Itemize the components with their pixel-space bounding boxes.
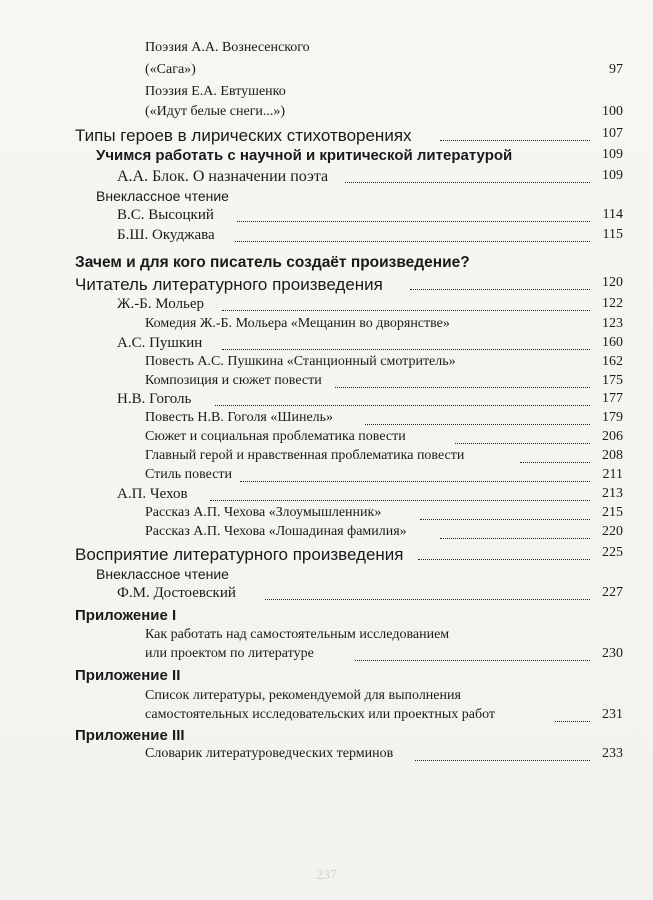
page-number: 109: [602, 147, 623, 162]
entry-title: Главный герой и нравственная проблематика повести: [145, 448, 465, 463]
page-number: 215: [602, 505, 623, 520]
dot-leader: [440, 140, 590, 141]
page-number: 233: [602, 746, 623, 761]
dot-leader: [222, 310, 590, 311]
entry-title: («Идут белые снеги...»): [145, 104, 286, 119]
toc-entry: [0, 62, 653, 86]
dot-leader: [215, 405, 590, 406]
dot-leader: [265, 599, 590, 600]
dot-leader: [210, 500, 590, 501]
dot-leader: [410, 289, 590, 290]
entry-title: или проектом по литературе: [145, 646, 314, 661]
entry-title: Приложение I: [75, 607, 177, 624]
entry-title: Внеклассное чтение: [96, 188, 229, 204]
page-number: 179: [602, 410, 623, 425]
page-number: 225: [602, 545, 623, 560]
toc-entry: [0, 227, 653, 251]
page-number: 177: [602, 391, 623, 406]
page-number: 211: [602, 467, 623, 482]
entry-title: Читатель литературного произведения: [75, 275, 383, 294]
page-number: 107: [602, 126, 623, 141]
entry-title: Рассказ А.П. Чехова «Лошадиная фамилия»: [145, 524, 407, 539]
dot-leader: [420, 519, 590, 520]
dot-leader: [235, 241, 590, 242]
page-number: 231: [602, 707, 623, 722]
page-number: 213: [602, 486, 623, 501]
entry-title: Приложение II: [75, 667, 181, 684]
toc-entry: [0, 40, 653, 64]
toc-entry: [0, 585, 653, 609]
entry-title: Поэзия А.А. Вознесенского: [145, 40, 310, 55]
page-number: 97: [609, 62, 623, 77]
entry-title: самостоятельных исследовательских или проектных работ: [145, 707, 496, 722]
entry-title: Повесть Н.В. Гоголя «Шинель»: [145, 410, 334, 425]
entry-title: Б.Ш. Окуджава: [117, 227, 215, 243]
entry-title: Рассказ А.П. Чехова «Злоумышленник»: [145, 505, 382, 520]
entry-title: Учимся работать с научной и критической литературой: [96, 147, 513, 164]
entry-title: Типы героев в лирических стихотворениях: [75, 126, 412, 145]
entry-title: Как работать над самостоятельным исследованием: [145, 627, 450, 642]
entry-title: Ф.М. Достоевский: [117, 585, 236, 601]
page-folio: 237: [316, 868, 337, 883]
entry-title: Зачем и для кого писатель создаёт произведение?: [75, 254, 470, 271]
entry-title: Восприятие литературного произведения: [75, 545, 404, 564]
page-number: 114: [602, 207, 623, 222]
entry-title: Композиция и сюжет повести: [145, 373, 322, 388]
dot-leader: [415, 760, 590, 761]
dot-leader: [335, 387, 590, 388]
dot-leader: [440, 538, 590, 539]
entry-title: Поэзия Е.А. Евтушенко: [145, 84, 286, 99]
entry-title: В.С. Высоцкий: [117, 207, 214, 223]
page-number: 122: [602, 296, 623, 311]
entry-title: Н.В. Гоголь: [117, 391, 192, 407]
dot-leader: [237, 221, 590, 222]
entry-title: («Сага»): [145, 62, 196, 77]
entry-title: Внеклассное чтение: [96, 566, 229, 582]
page-number: 230: [602, 646, 623, 661]
page-number: 206: [602, 429, 623, 444]
entry-title: Список литературы, рекомендуемой для выполнения: [145, 688, 461, 703]
dot-leader: [455, 443, 590, 444]
page-number: 175: [602, 373, 623, 388]
toc-entry: [0, 104, 653, 128]
entry-title: Стиль повести: [145, 467, 233, 482]
entry-title: Ж.-Б. Мольер: [117, 296, 205, 312]
page-number: 123: [602, 316, 623, 331]
page-number: 120: [602, 275, 623, 290]
page-number: 115: [602, 227, 623, 242]
dot-leader: [365, 424, 590, 425]
dot-leader: [240, 481, 590, 482]
dot-leader: [345, 182, 590, 183]
entry-title: Комедия Ж.-Б. Мольера «Мещанин во дворянстве»: [145, 316, 450, 331]
toc-entry: [0, 746, 653, 770]
page-number: 220: [602, 524, 623, 539]
dot-leader: [555, 721, 590, 722]
page-number: 100: [602, 104, 623, 119]
dot-leader: [520, 462, 590, 463]
page-number: 109: [602, 168, 623, 183]
entry-title: А.П. Чехов: [117, 486, 188, 502]
entry-title: Повесть А.С. Пушкина «Станционный смотритель»: [145, 354, 456, 369]
entry-title: А.С. Пушкин: [117, 335, 203, 351]
entry-title: Словарик литературоведческих терминов: [145, 746, 394, 761]
page-number: 160: [602, 335, 623, 350]
dot-leader: [222, 349, 590, 350]
page-number: 227: [602, 585, 623, 600]
dot-leader: [355, 660, 590, 661]
entry-title: Приложение III: [75, 727, 185, 744]
entry-title: Сюжет и социальная проблематика повести: [145, 429, 406, 444]
page-number: 162: [602, 354, 623, 369]
page-number: 208: [602, 448, 623, 463]
entry-title: А.А. Блок. О назначении поэта: [117, 168, 329, 185]
dot-leader: [418, 559, 590, 560]
